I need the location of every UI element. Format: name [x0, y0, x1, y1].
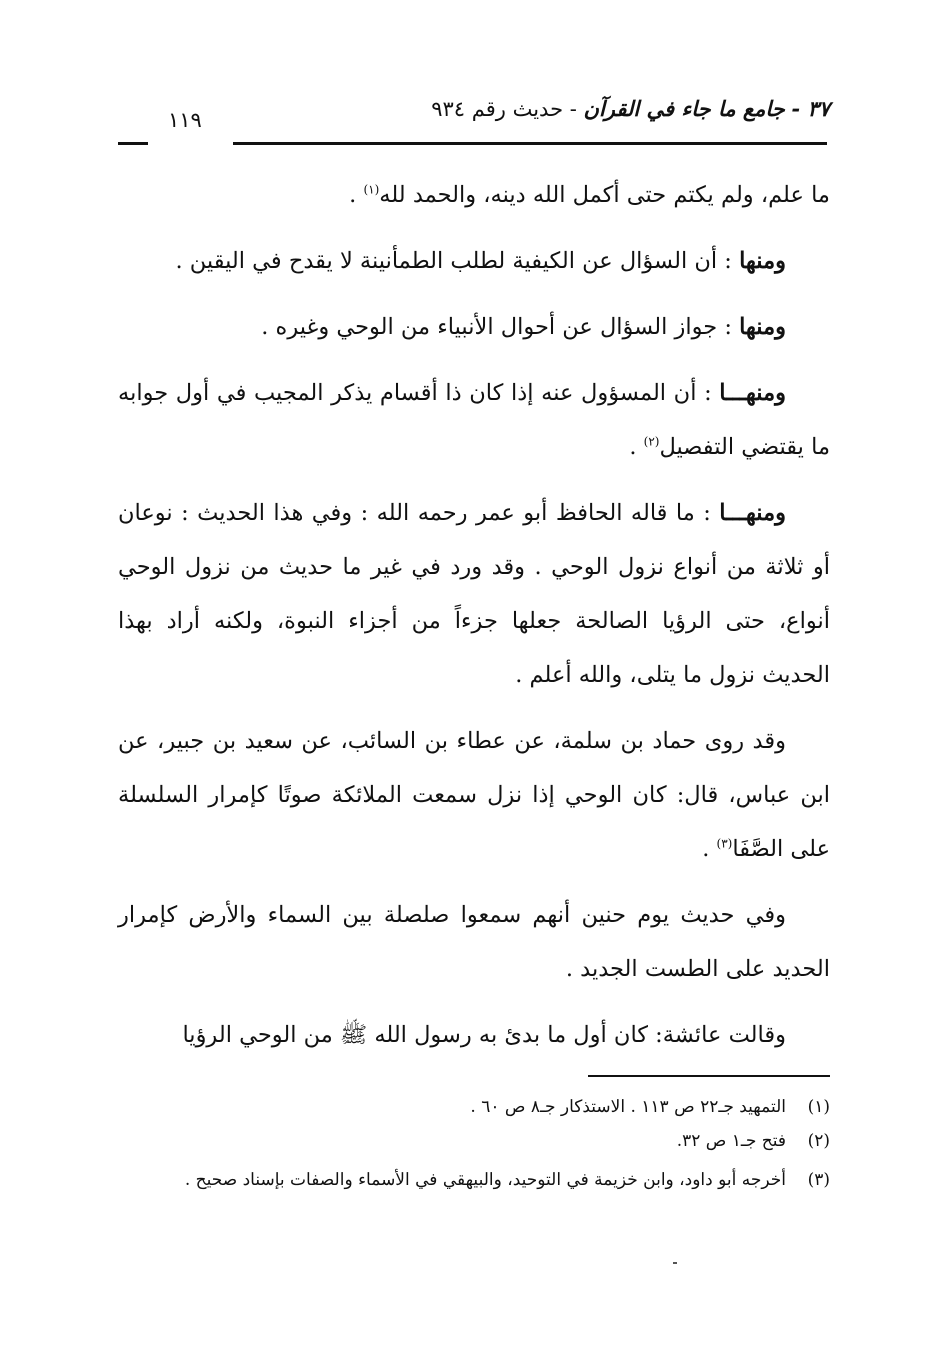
footnote-rule — [588, 1075, 830, 1077]
footnote-ref-3: (٣) — [716, 836, 733, 851]
chapter-title: جامع ما جاء في القرآن — [583, 96, 785, 121]
keyword: ومنها — [739, 314, 786, 340]
page-number: ١١٩ — [168, 108, 202, 132]
paragraph-4: ومنهـــا : أن المسؤول عنه إذا كان ذا أقسام يذكر المجيب في أول جوابه ما يقتضي التفصيل$^{(٢)}$ . — [118, 380, 830, 460]
footnote-3: (٣) أخرجه أبو داود، وابن خزيمة في التوحيد، والبيهقي في الأسماء والصفات بإسناد صحيح . — [184, 1170, 830, 1190]
paragraph-2: ومنها : أن السؤال عن الكيفية لطلب الطمأنينة لا يقدح في اليقين . — [175, 248, 786, 274]
paragraph-3: ومنها : جواز السؤال عن أحوال الأنبياء من الوحي وغيره . — [261, 314, 786, 340]
hadith-reference: - حديث رقم ٩٣٤ — [431, 97, 577, 121]
running-header — [118, 92, 830, 132]
keyword: ومنهـــا — [719, 500, 786, 526]
paragraph-6: وقد روى حماد بن سلمة، عن عطاء بن السائب، عن سعيد بن جبير، عن ابن عباس، قال: كان الوحي إذا نزل سمعت الملائكة صوتًا كإمرار السلسلة على الصَّفَا$^{(٣)}$ . — [118, 728, 830, 862]
header-title — [431, 96, 830, 121]
footnote-1: (١) التمهيد جـ٢٢ ص ١١٣ . الاستذكار جـ٨ ص ٦٠ . — [470, 1097, 830, 1117]
footnote-2: (٢) فتح جـ١ ص ٣٢. — [676, 1131, 830, 1151]
header-rule — [233, 142, 827, 145]
paragraph-1: ما علم، ولم يكتم حتى أكمل الله دينه، والحمد لله$^{(١)}$ . — [349, 182, 830, 208]
keyword: ومنها — [739, 248, 786, 274]
paragraph-7: وفي حديث يوم حنين أنهم سمعوا صلصلة بين السماء والأرض كإمرار الحديد على الطست الجديد . — [118, 902, 830, 982]
footnote-ref-2: (٢) — [643, 434, 660, 449]
header-rule-short — [118, 142, 148, 145]
chapter-number: ٣٧ - — [791, 96, 830, 121]
keyword: ومنهـــا — [719, 380, 786, 406]
print-mark — [673, 1262, 677, 1264]
paragraph-5: ومنهـــا : ما قاله الحافظ أبو عمر رحمه الله : وفي هذا الحديث : نوعان أو ثلاثة من أنواع نزول الوحي . وقد ورد في غير ما حديث من نزول الوحي أنواع، حتى الرؤيا الصالحة جعلها جزءاً من أجزاء النبوة، ولكنه أراد بهذا الحديث نزول ما يتلى، والله أعلم . — [118, 500, 830, 688]
paragraph-8: وقالت عائشة: كان أول ما بدئ به رسول الله ﷺ من الوحي الرؤيا — [182, 1022, 786, 1048]
footnote-ref-1: (١) — [363, 182, 380, 197]
footnotes — [118, 1090, 830, 1202]
body-text — [118, 168, 830, 1074]
